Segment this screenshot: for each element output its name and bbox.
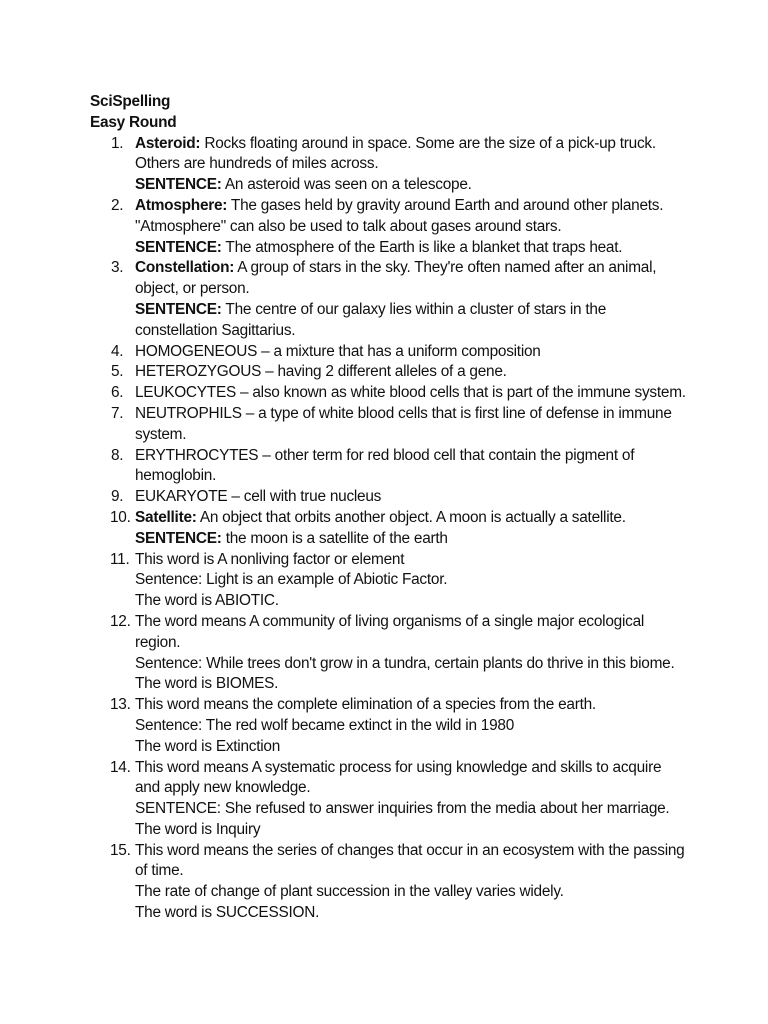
- answer-line: The word is SUCCESSION.: [135, 904, 320, 922]
- item-number: 13.: [110, 696, 131, 714]
- item-number: 3.: [111, 259, 124, 277]
- clue-line: This word means the complete elimination of a species from the earth.: [135, 696, 596, 714]
- sentence: the moon is a satellite of the earth: [221, 529, 448, 547]
- definition-line: [135, 508, 690, 529]
- sentence: An asteroid was seen on a telescope.: [221, 176, 472, 194]
- definition-line: [135, 258, 690, 300]
- item-number: 10.: [110, 508, 131, 526]
- term: Asteroid:: [135, 134, 201, 152]
- sentence-line: The rate of change of plant succession in the valley varies widely.: [135, 883, 564, 901]
- list-item: [90, 612, 690, 695]
- sentence-line: [135, 238, 690, 259]
- answer-line: The word is Inquiry: [135, 820, 261, 838]
- item-number: 8.: [111, 446, 124, 464]
- list-item: [90, 487, 690, 508]
- list-item: [90, 342, 690, 363]
- list-item: [90, 134, 690, 196]
- item-number: 11.: [110, 550, 130, 568]
- sentence-label: SENTENCE:: [135, 300, 222, 318]
- item-number: 12.: [110, 612, 131, 630]
- definition-line: [135, 196, 690, 238]
- item-number: 1.: [111, 134, 124, 152]
- list-item: [90, 550, 690, 612]
- answer-line: The word is ABIOTIC.: [135, 592, 279, 610]
- clue-line: This word means A systematic process for using knowledge and skills to acquire and apply new knowledge.: [135, 758, 662, 797]
- term: Atmosphere:: [135, 196, 228, 214]
- document-page: [90, 92, 690, 924]
- item-number: 15.: [110, 841, 131, 859]
- item-text: ERYTHROCYTES – other term for red blood cell that contain the pigment of hemoglobin.: [135, 446, 635, 485]
- definition: A group of stars in the sky. They're often named after an animal, object, or person.: [135, 259, 657, 298]
- list-item: [90, 841, 690, 924]
- definition: The gases held by gravity around Earth and around other planets. "Atmosphere" can also be used to talk about gases around stars.: [135, 196, 664, 235]
- item-number: 7.: [111, 404, 124, 422]
- list-item: [90, 404, 690, 446]
- term: Satellite:: [135, 508, 197, 526]
- list-item: [90, 758, 690, 841]
- item-number: 4.: [111, 342, 124, 360]
- item-number: 2.: [111, 196, 124, 214]
- item-text: HOMOGENEOUS – a mixture that has a uniform composition: [135, 342, 541, 360]
- list-item: [90, 362, 690, 383]
- item-number: 9.: [111, 488, 124, 506]
- sentence-label: SENTENCE:: [135, 176, 222, 194]
- answer-line: The word is Extinction: [135, 737, 281, 755]
- sentence: The centre of our galaxy lies within a cluster of stars in the constellation Sagittarius.: [135, 300, 607, 339]
- list-item: [90, 695, 690, 757]
- sentence-line: [135, 529, 690, 550]
- sentence-label: SENTENCE:: [135, 238, 222, 256]
- list-item: [90, 446, 690, 488]
- definition-line: [135, 134, 690, 176]
- sentence-line: Sentence: While trees don't grow in a tundra, certain plants do thrive in this biome.: [135, 654, 675, 672]
- item-text: EUKARYOTE – cell with true nucleus: [135, 488, 382, 506]
- list-item: [90, 508, 690, 550]
- list-item: [90, 258, 690, 341]
- word-list: [90, 134, 690, 924]
- item-number: 14.: [110, 758, 131, 776]
- list-item: [90, 383, 690, 404]
- clue-line: The word means A community of living organisms of a single major ecological region.: [135, 612, 645, 651]
- definition: An object that orbits another object. A moon is actually a satellite.: [196, 508, 626, 526]
- item-number: 5.: [111, 363, 124, 381]
- round-title: Easy Round: [90, 113, 177, 131]
- clue-line: This word is A nonliving factor or element: [135, 550, 405, 568]
- list-item: [90, 196, 690, 258]
- sentence-line: [135, 300, 690, 342]
- item-number: 6.: [111, 384, 124, 402]
- item-text: LEUKOCYTES – also known as white blood cells that is part of the immune system.: [135, 384, 686, 402]
- document-title: SciSpelling: [90, 93, 171, 110]
- definition: Rocks floating around in space. Some are the size of a pick-up truck. Others are hundreds of miles across.: [135, 134, 656, 173]
- sentence-label: SENTENCE:: [135, 529, 222, 547]
- item-text: HETEROZYGOUS – having 2 different alleles of a gene.: [135, 363, 507, 381]
- term: Constellation:: [135, 259, 235, 277]
- sentence-line: Sentence: The red wolf became extinct in the wild in 1980: [135, 716, 515, 734]
- answer-line: The word is BIOMES.: [135, 675, 279, 693]
- sentence-line: Sentence: Light is an example of Abiotic Factor.: [135, 571, 448, 589]
- clue-line: This word means the series of changes that occur in an ecosystem with the passing of time.: [135, 841, 685, 880]
- sentence-line: [135, 175, 690, 196]
- item-text: NEUTROPHILS – a type of white blood cells that is first line of defense in immune system.: [135, 404, 672, 443]
- sentence: The atmosphere of the Earth is like a blanket that traps heat.: [221, 238, 623, 256]
- sentence-line: SENTENCE: She refused to answer inquiries from the media about her marriage.: [135, 800, 670, 818]
